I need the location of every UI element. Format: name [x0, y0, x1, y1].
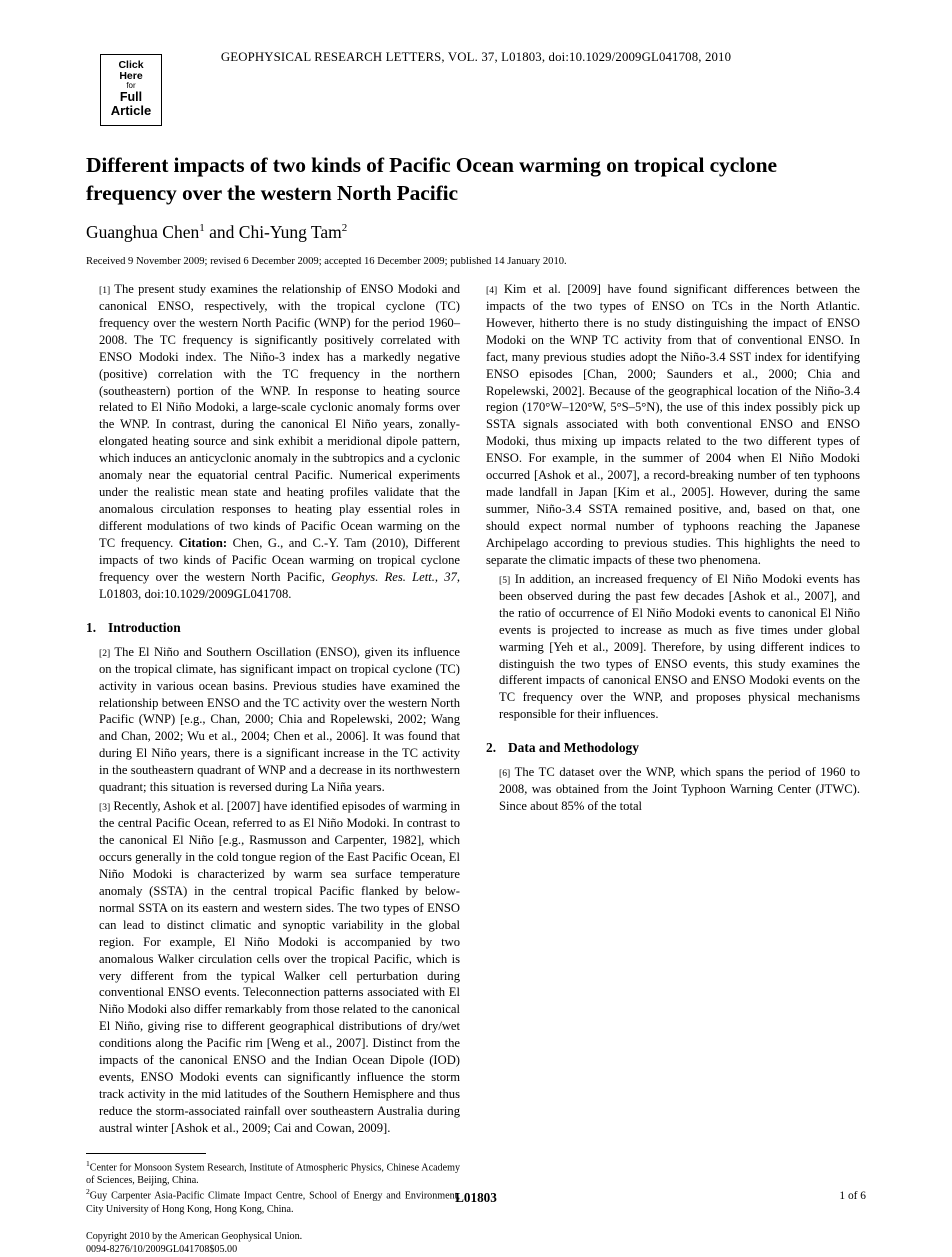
badge-line-3: for — [126, 81, 136, 90]
abstract-paragraph-number: [1] — [99, 284, 111, 296]
citation-label: Citation: — [178, 535, 228, 550]
body-columns — [86, 281, 866, 1257]
paragraph-2 — [86, 644, 460, 796]
article-page-id: L01803 — [455, 1190, 497, 1205]
paragraph-5-text: In addition, an increased frequency of El Niño Modoki events has been observed during the past few decades [Ashok et al., 2007], and the ratio of occurrence of El Niño Modoki events to canonical El Niño events is projected to increase as much as five times under global warming [Yeh et al., 2009]. Therefore, by using different indices to distinguish the two types of ENSO events, this study examines the different impacts of canonical ENSO and ENSO Modoki events on the TC frequency over the WNP, and proposes physical mechanisms responsible for their influences. — [499, 571, 861, 722]
page-title: Different impacts of two kinds of Pacific Ocean warming on tropical cyclone frequency over the western North Pacific — [86, 153, 777, 205]
footnote-1-marker: 1 — [86, 1158, 90, 1168]
citation-text-part-2: , L01803, doi:10.1029/2009GL041708. — [99, 569, 460, 601]
section-number-1: 1. — [86, 619, 97, 635]
paragraph-6-text: The TC dataset over the WNP, which spans the period of 1960 to 2008, was obtained from the Joint Typhoon Warning Center (JTWC). Since about 85% of the total — [499, 765, 860, 814]
paragraph-3 — [86, 798, 460, 1137]
section-number-2: 2. — [486, 740, 497, 756]
publication-dates: Received 9 November 2009; revised 6 December 2009; accepted 16 December 2009; published 14 January 2010. — [86, 255, 567, 267]
section-heading-introduction — [86, 619, 460, 637]
footnote-1-text: Center for Monsoon System Research, Institute of Atmospheric Physics, Chinese Academy of Sciences, Beijing, China. — [86, 1162, 460, 1187]
citation-journal: Geophys. Res. Lett., 37 — [331, 569, 457, 584]
section-title-1: Introduction — [108, 619, 181, 635]
footnote-1 — [86, 1159, 460, 1188]
author-conjunction: and Chi-Yung Tam — [204, 221, 342, 242]
badge-line-4: Full — [119, 90, 143, 104]
page-footer — [86, 1190, 866, 1206]
paragraph-6 — [486, 764, 860, 815]
badge-line-5: Article — [110, 102, 152, 118]
paragraph-4 — [486, 281, 860, 569]
author-one-affiliation-marker: 1 — [199, 222, 205, 235]
copyright-line-1: Copyright 2010 by the American Geophysical Union. — [86, 1231, 303, 1243]
badge-line-1: Click — [118, 59, 144, 71]
section-title-2: Data and Methodology — [508, 740, 639, 756]
abstract-text: The present study examines the relationship of ENSO Modoki and canonical ENSO, respectively, with the tropical cyclone (TC) frequency over the western North Pacific (WNP) for the period 1960–2008. The TC frequency is significantly positively correlated with ENSO Modoki index. The Niño-3 index has a markedly negative (positive) correlation with the TC frequency in the northern (southeastern) portion of the WNP. In response to heating source related to El Niño Modoki, a large-scale cyclonic anomaly forms over the WNP. In contrast, during the canonical El Niño years, zonally-elongated heating source and sink exhibit a meridional dipole pattern, which induces an anticyclonic anomaly in the subtropics and a cyclonic anomaly near the equatorial central Pacific. Numerical experiments under the realistic mean state and heating profiles validate that the anomalous circulation responses to heating play essential roles in different modulations of two kinds of Pacific Ocean warming on the TC frequency. — [99, 281, 461, 550]
author-one: Guanghua Chen — [86, 221, 200, 242]
footnote-2-marker: 2 — [86, 1187, 90, 1197]
page-header — [86, 44, 866, 130]
section-heading-data-methodology — [486, 739, 860, 757]
paragraph-4-number: [4] — [486, 284, 498, 296]
paragraph-5 — [486, 571, 860, 723]
left-column — [86, 281, 460, 1257]
paragraph-2-text: The El Niño and Southern Oscillation (ENSO), given its influence on the tropical climate, has significant impact on tropical cyclone (TC) activity in various ocean basins. Previous studies have examined the relationship between ENSO and the TC activity over the western North Pacific (WNP) [e.g., Chan, 2000; Chia and Ropelewski, 2002; Wang and Chan, 2002; Wu et al., 2004; Chen et al., 2006]. It was found that during El Niño years, there is a significant increase in the TC activity in the southeastern quadrant of WNP and a decrease in its northwestern quadrant; this situation is reversed during La Niña years. — [99, 644, 461, 795]
journal-citation-header: GEOPHYSICAL RESEARCH LETTERS, VOL. 37, L01803, doi:10.1029/2009GL041708, 2010 — [220, 50, 732, 64]
right-column — [486, 281, 860, 1257]
badge-line-2: Here — [119, 69, 143, 82]
author-list — [86, 222, 866, 243]
paragraph-3-number: [3] — [99, 802, 111, 814]
copyright-line-2: 0094-8276/10/2009GL041708$05.00 — [86, 1244, 238, 1256]
author-two-affiliation-marker: 2 — [341, 222, 348, 235]
footnote-divider — [86, 1153, 206, 1154]
citation-text-part-1: Chen, G., and C.-Y. Tam (2010), Different impacts of two kinds of Pacific Ocean warming on tropical cyclone frequency over the western North Pacific, — [99, 535, 461, 584]
paragraph-4-text: Kim et al. [2009] have found significant differences between the impacts of the two types of ENSO on TCs in the North Atlantic. However, hitherto there is no study distinguishing the impact of ENSO Modoki on the WNP TC activity from that of conventional ENSO. In fact, many previous studies adopt the Niño-3.4 SST index for identifying ENSO episodes [Chan, 2000; Saunders et al., 2000; Chia and Ropelewski, 2002]. Because of the geographical location of the Niño-3.4 region (170°W–120°W, 5°S–5°N), the use of this index possibly pick up SSTA signals associated with both conventional ENSO and ENSO Modoki, thus mixing up impacts related to the two different types of ENSO. For example, in the summer of 2004 when El Niño Modoki occurred [Ashok et al., 2007], a record-breaking number of ten typhoons made landfall in Japan [Kim et al., 2005]. However, during the same summer, Niño-3.4 SSTA remained positive, and, based on that, one should expect normal number of typhoons reaching the Japanese Archipelago according to previous studies. This highlights the need to separate the climatic impacts of these two phenomena. — [486, 281, 860, 567]
paragraph-5-number: [5] — [499, 574, 511, 586]
page-count: 1 of 6 — [839, 1190, 866, 1202]
footnote-2-text: Guy Carpenter Asia-Pacific Climate Impact Centre, School of Energy and Environment, City University of Hong Kong, Hong Kong, China. — [86, 1190, 460, 1215]
paragraph-2-number: [2] — [99, 647, 111, 659]
copyright-block — [86, 1230, 460, 1257]
paragraph-6-number: [6] — [499, 768, 511, 780]
paragraph-3-text: Recently, Ashok et al. [2007] have identified episodes of warming in the central Pacific Ocean, referred to as El Niño Modoki. In contrast to the canonical El Niño [e.g., Rasmusson and Carpenter, 1982], which occurs generally in the cold tongue region of the East Pacific Ocean, El Niño Modoki is characterized by warm sea surface temperature anomaly (SSTA) in the central tropical Pacific flanked by below-normal SSTA on its eastern and western sides. The two types of ENSO can lead to distinct climatic and synoptic variability in the global region. For example, El Niño Modoki is accompanied by two anomalous Walker circulation cells over the tropical Pacific, which is very different from the typical Walker cell perturbation during conventional ENSO events. Teleconnection patterns associated with El Niño Modoki also differ remarkably from those related to the canonical El Niño, giving rise to different geographical distributions of dry/wet conditions along the Pacific rim [Weng et al., 2007]. Distinct from the impacts of the canonical ENSO and the Indian Ocean Dipole (IOD) events, ENSO Modoki events can significantly influence the storm track activity in the mid latitudes of the Southern Hemisphere and thus reduce the storm-associated rainfall over southeastern Australia during austral winter [Ashok et al., 2009; Cai and Cowan, 2009]. — [99, 799, 460, 1135]
abstract-paragraph — [86, 281, 460, 603]
